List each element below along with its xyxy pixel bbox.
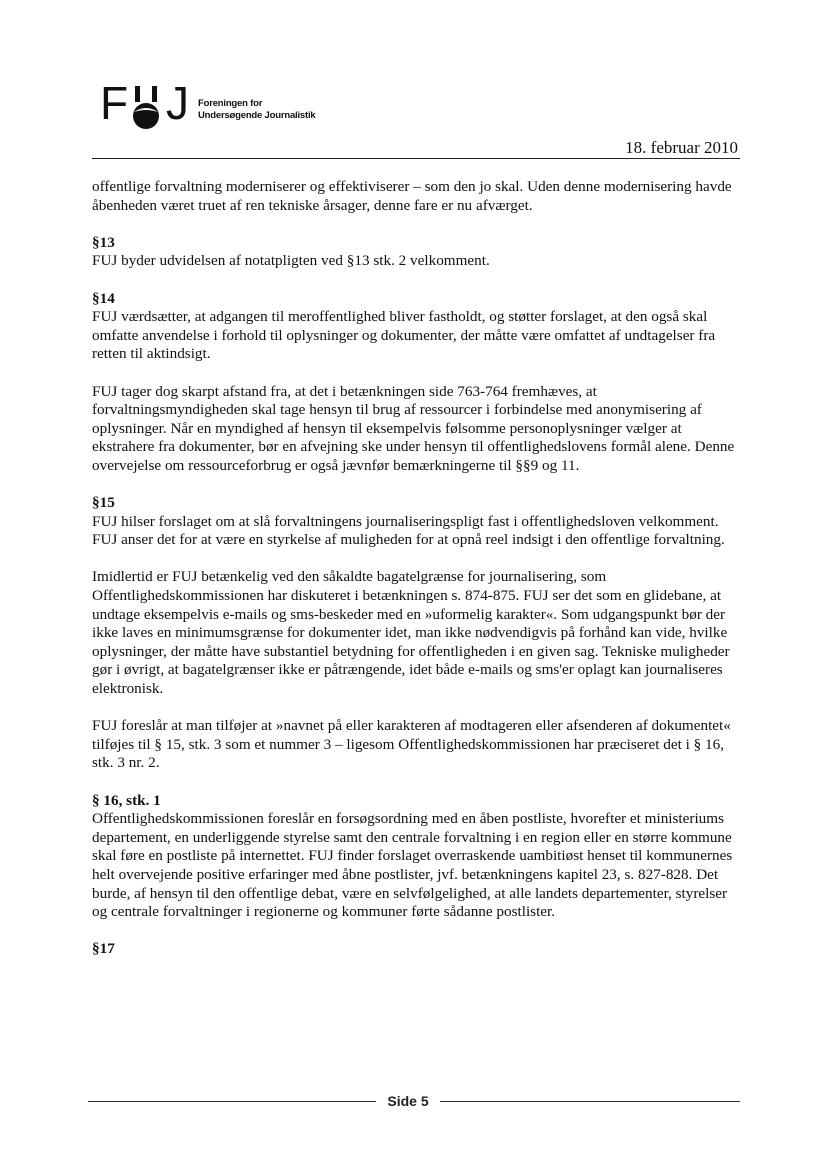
section-13-heading: §13 (92, 233, 115, 251)
logo-letter-f: F (100, 77, 129, 129)
section-17 (92, 940, 742, 959)
org-name-line1: Foreningen for (198, 98, 263, 109)
organization-name (198, 98, 315, 122)
footer-rule-right (440, 1101, 740, 1102)
footer-rule-left (88, 1101, 376, 1102)
section-15-text-2: Imidlertid er FUJ betænkelig ved den såkaldte bagatelgrænse for journalisering, som Offentlighedskommissionen har diskuteret i betænkningen s. 874-875. FUJ ser det som en glidebane, at undtage eksempelvis e-mails og sms-beskeder med en »uformelig karakter«. Som udgangspunkt bør der ikke laves en minimumsgrænse for dokumenter idet, man ikke nødvendigvis på forhånd kan vide, hvilke oplysninger, der måtte have substantiel betydning for offentligheden i en given sag. Tekniske muligheder gør i øvrigt, at bagatelgrænser ikke er påtrængende, idet både e-mails og sms'er oplagt kan journaliseres elektronisk. (92, 568, 730, 698)
page-footer (88, 1090, 744, 1112)
document-body (92, 178, 742, 978)
section-15-text-1: FUJ hilser forslaget om at slå forvaltningens journaliseringspligt fast i offentlighedsloven velkomment. FUJ anser det for at være en styrkelse af muligheden for at opnå reel indsigt i den offentlige forvaltning. (92, 512, 725, 549)
section-16 (92, 792, 742, 922)
section-13-text: FUJ byder udvidelsen af notatpligten ved §13 stk. 2 velkomment. (92, 252, 490, 270)
intro-paragraph: offentlige forvaltning moderniserer og effektiviserer – som den jo skal. Uden denne modernisering havde åbenheden været truet af ren tekniske årsager, denne fare er nu afværget. (92, 178, 732, 214)
section-14-text-1: FUJ værdsætter, at adgangen til meroffentlighed bliver fastholdt, og støtter forslaget, at den også skal omfatte anvendelse i forhold til oplysninger og dokumenter, der måtte være omfattet af undtagelser fra retten til aktindsigt. (92, 308, 716, 363)
section-13 (92, 234, 742, 271)
section-15 (92, 494, 742, 550)
section-17-heading: §17 (92, 940, 115, 958)
logo-letter-j: J (166, 77, 189, 129)
fuj-logo-icon (100, 77, 210, 130)
section-16-heading: § 16, stk. 1 (92, 791, 161, 809)
section-16-text: Offentlighedskommissionen foreslår en forsøgsordning med en åben postliste, hvorefter et ministeriums departement, en underliggende styrelse samt den centrale forvaltning i en region eller en større kommune skal føre en postliste på internettet. FUJ finder forslaget overraskende uambitiøst henset til kommunernes helt overvejende positive erfaringer med åbne postlister, jvf. betænkningens kapitel 23, s. 827-828. Det burde, af hensyn til den offentlige debat, være en selvfølgelighed, at alle landets departementer, styrelser og centrale forvaltninger i regionerne og kommuner førte sådanne postlister. (92, 810, 733, 921)
section-15-text-3: FUJ foreslår at man tilføjer at »navnet på eller karakteren af modtageren eller afsenderen af dokumentet« tilføjes til § 15, stk. 3 som et nummer 3 – ligesom Offentlighedskommissionen har præciseret det i § 16, stk. 3 nr. 2. (92, 717, 731, 772)
document-date: 18. februar 2010 (625, 138, 738, 157)
org-name-line2: Undersøgende Journalistik (198, 110, 316, 121)
section-15-heading: §15 (92, 494, 115, 512)
section-14 (92, 290, 742, 364)
logo-mark-icon (126, 82, 166, 130)
header-divider (92, 158, 740, 159)
section-14-text-2: FUJ tager dog skarpt afstand fra, at det i betænkningen side 763-764 fremhæves, at forvaltningsmyndigheden skal tage hensyn til brug af ressourcer i forbindelse med anonymisering af oplysninger. Når en myndighed af hensyn til eksempelvis følsomme personoplysninger vælger at ekstrahere fra dokumenter, bør en afvejning ske under hensyn til offentlighedslovens formål alene. Denne overvejelse om ressourceforbrug er også jævnfør bemærkningerne til §§9 og 11. (92, 382, 735, 474)
section-14-heading: §14 (92, 289, 115, 307)
page-number: Side 5 (387, 1093, 429, 1109)
